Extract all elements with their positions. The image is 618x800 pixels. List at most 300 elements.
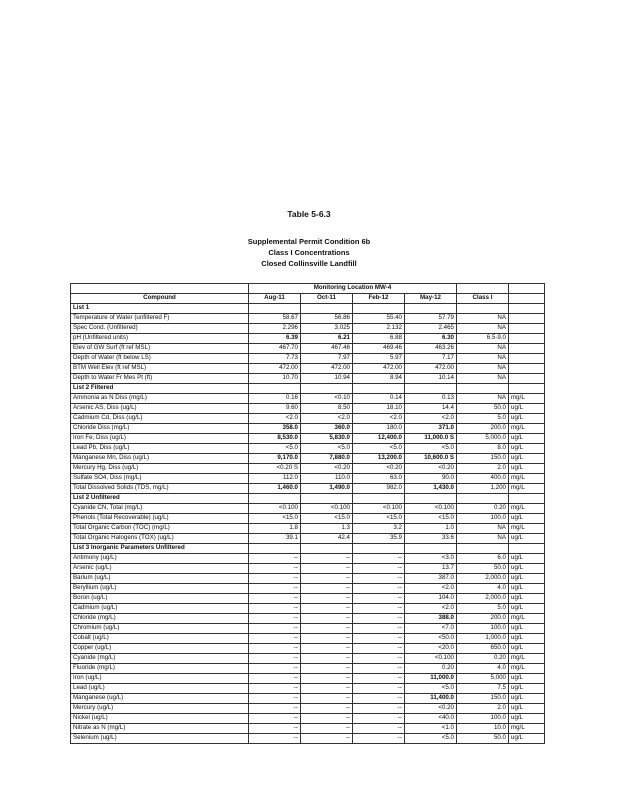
compound-name: Manganese Mn, Diss (ug/L) (71, 454, 249, 464)
empty-cell (353, 304, 405, 314)
compound-name: Spec Cond. (Unfiltered) (71, 324, 249, 334)
location-header-row (71, 284, 545, 294)
class-i-limit: 150.0 (457, 454, 509, 464)
class-i-limit: 6.0 (457, 554, 509, 564)
value-cell: -- (249, 694, 301, 704)
table-row (71, 654, 545, 664)
value-cell: <2.0 (405, 584, 457, 594)
value-cell: -- (249, 714, 301, 724)
class-i-limit: NA (457, 354, 509, 364)
value-cell: -- (249, 704, 301, 714)
unit-cell: ug/L (509, 644, 545, 654)
value-cell: 1,460.0 (249, 484, 301, 494)
unit-cell: ug/L (509, 684, 545, 694)
compound-name: Cyanide CN, Total (mg/L) (71, 504, 249, 514)
compound-name: Cadmium Cd, Diss (ug/L) (71, 414, 249, 424)
compound-name: Cyanide (mg/L) (71, 654, 249, 664)
table-row (71, 554, 545, 564)
value-cell: <15.0 (405, 514, 457, 524)
unit-cell: ug/L (509, 674, 545, 684)
table-row (71, 414, 545, 424)
table-title-line2: Class I Concentrations (268, 248, 350, 257)
empty-cell (509, 304, 545, 314)
value-cell: <20.0 (405, 644, 457, 654)
compound-name: Lead (ug/L) (71, 684, 249, 694)
section-label: List 2 Unfiltered (71, 494, 249, 504)
value-cell: 0.16 (249, 394, 301, 404)
value-cell: <15.0 (353, 514, 405, 524)
table-row (71, 694, 545, 704)
value-cell: <15.0 (301, 514, 353, 524)
value-cell: 371.0 (405, 424, 457, 434)
value-cell: 388.0 (405, 614, 457, 624)
value-cell: 58.67 (249, 314, 301, 324)
compound-name: Mercury Hg, Diss (ug/L) (71, 464, 249, 474)
value-cell: <0.100 (405, 504, 457, 514)
value-cell: -- (249, 634, 301, 644)
compound-name: Nitrate as N (mg/L) (71, 724, 249, 734)
table-row (71, 504, 545, 514)
value-cell: -- (249, 684, 301, 694)
value-cell: 2.132 (353, 324, 405, 334)
value-cell: -- (353, 724, 405, 734)
unit-cell: ug/L (509, 574, 545, 584)
empty-cell (509, 384, 545, 394)
value-cell: 463.26 (405, 344, 457, 354)
value-cell: 360.0 (301, 424, 353, 434)
value-cell: 42.4 (301, 534, 353, 544)
section-label: List 2 Filtered (71, 384, 249, 394)
value-cell: 358.0 (249, 424, 301, 434)
value-cell: -- (249, 584, 301, 594)
monitoring-location: Monitoring Location MW-4 (249, 284, 457, 294)
table-row (71, 724, 545, 734)
value-cell: -- (353, 554, 405, 564)
empty-cell (249, 544, 301, 554)
value-cell: <2.0 (405, 604, 457, 614)
compound-name: Chromium (ug/L) (71, 624, 249, 634)
value-cell: -- (353, 694, 405, 704)
value-cell: <5.0 (405, 684, 457, 694)
value-cell: -- (301, 554, 353, 564)
table-title-line1: Supplemental Permit Condition 6b (247, 237, 371, 246)
value-cell: -- (301, 654, 353, 664)
compound-name: Nickel (ug/L) (71, 714, 249, 724)
class-i-limit: 4.0 (457, 664, 509, 674)
value-cell: 5.97 (353, 354, 405, 364)
value-cell: 469.46 (353, 344, 405, 354)
empty-cell (249, 494, 301, 504)
section-row (71, 544, 545, 554)
value-cell: 13,200.0 (353, 454, 405, 464)
value-cell: -- (301, 714, 353, 724)
table-row (71, 434, 545, 444)
empty-cell (405, 304, 457, 314)
table-row (71, 484, 545, 494)
column-header-feb-12: Feb-12 (353, 294, 405, 304)
class-i-limit: 4.0 (457, 584, 509, 594)
value-cell: 3.2 (353, 524, 405, 534)
value-cell: 11,000.0 S (405, 434, 457, 444)
table-row (71, 394, 545, 404)
value-cell: 472.00 (353, 364, 405, 374)
value-cell: 467.46 (301, 344, 353, 354)
class-i-limit: 2,000.0 (457, 574, 509, 584)
value-cell: <5.0 (405, 734, 457, 744)
compound-name: Iron Fe, Diss (ug/L) (71, 434, 249, 444)
value-cell: 1,430.0 (405, 484, 457, 494)
value-cell: 8,530.0 (249, 434, 301, 444)
value-cell: -- (301, 574, 353, 584)
compound-name: Barium (ug/L) (71, 574, 249, 584)
value-cell: <0.100 (249, 504, 301, 514)
compound-name: Arsenic (ug/L) (71, 564, 249, 574)
compound-name: BTM Well Elev (ft ref MSL) (71, 364, 249, 374)
value-cell: -- (301, 594, 353, 604)
compound-name: Antimony (ug/L) (71, 554, 249, 564)
table-row (71, 534, 545, 544)
value-cell: -- (353, 684, 405, 694)
value-cell: 6.88 (353, 334, 405, 344)
value-cell: 13.7 (405, 564, 457, 574)
class-i-limit: NA (457, 394, 509, 404)
empty-cell (457, 304, 509, 314)
empty-cell (301, 494, 353, 504)
value-cell: 39.1 (249, 534, 301, 544)
empty-cell (509, 494, 545, 504)
table-row (71, 364, 545, 374)
value-cell: 18.10 (353, 404, 405, 414)
table-row (71, 334, 545, 344)
unit-cell: mg/L (509, 654, 545, 664)
value-cell: <5.0 (249, 444, 301, 454)
table-row (71, 454, 545, 464)
value-cell: <2.0 (249, 414, 301, 424)
class-i-limit: 6.5-9.0 (457, 334, 509, 344)
unit-cell: ug/L (509, 714, 545, 724)
value-cell: 2.296 (249, 324, 301, 334)
value-cell: <0.100 (353, 504, 405, 514)
compound-name: Arsenic AS, Diss (ug/L) (71, 404, 249, 414)
value-cell: -- (353, 674, 405, 684)
value-cell: -- (249, 604, 301, 614)
class-i-limit: 10.0 (457, 724, 509, 734)
class-i-limit: 100.0 (457, 514, 509, 524)
value-cell: -- (249, 644, 301, 654)
table-row (71, 704, 545, 714)
value-cell: -- (249, 674, 301, 684)
table-row (71, 594, 545, 604)
value-cell: 6.39 (249, 334, 301, 344)
class-i-limit: 200.0 (457, 614, 509, 624)
unit-cell: mg/L (509, 484, 545, 494)
compound-name: pH (Unfiltered units) (71, 334, 249, 344)
concentrations-table (70, 283, 545, 744)
value-cell: -- (301, 634, 353, 644)
unit-cell: ug/L (509, 634, 545, 644)
value-cell: -- (249, 724, 301, 734)
class-i-limit: NA (457, 364, 509, 374)
compound-name: Ammonia as N Diss (mg/L) (71, 394, 249, 404)
value-cell: -- (301, 724, 353, 734)
empty-cell (405, 544, 457, 554)
unit-cell: ug/L (509, 404, 545, 414)
compound-name: Total Organic Carbon (TOC) (mg/L) (71, 524, 249, 534)
empty-cell (301, 544, 353, 554)
value-cell: -- (249, 624, 301, 634)
value-cell: 1.8 (249, 524, 301, 534)
unit-cell: ug/L (509, 514, 545, 524)
compound-name: Beryllium (ug/L) (71, 584, 249, 594)
unit-cell: ug/L (509, 554, 545, 564)
unit-cell: ug/L (509, 564, 545, 574)
value-cell: <0.100 (405, 654, 457, 664)
table-row (71, 324, 545, 334)
value-cell: -- (301, 694, 353, 704)
value-cell: -- (353, 584, 405, 594)
class-i-limit: NA (457, 524, 509, 534)
compound-name: Temperature of Water (unfiltered F) (71, 314, 249, 324)
class-i-limit: 50.0 (457, 404, 509, 414)
value-cell: -- (353, 714, 405, 724)
table-row (71, 614, 545, 624)
class-i-limit: 50.0 (457, 734, 509, 744)
unit-cell: ug/L (509, 734, 545, 744)
value-cell: 10.14 (405, 374, 457, 384)
value-cell: 56.86 (301, 314, 353, 324)
value-cell: -- (353, 644, 405, 654)
empty-cell (457, 494, 509, 504)
class-i-limit: 150.0 (457, 694, 509, 704)
table-row (71, 444, 545, 454)
value-cell: 1,490.0 (301, 484, 353, 494)
value-cell: 55.40 (353, 314, 405, 324)
value-cell: -- (249, 664, 301, 674)
value-cell: -- (353, 664, 405, 674)
value-cell: <5.0 (405, 444, 457, 454)
value-cell: 6.21 (301, 334, 353, 344)
value-cell: -- (353, 574, 405, 584)
value-cell: 7.73 (249, 354, 301, 364)
class-i-limit: 5,000 (457, 674, 509, 684)
value-cell: 0.20 (405, 664, 457, 674)
value-cell: 1.3 (301, 524, 353, 534)
table-row (71, 564, 545, 574)
value-cell: 10.70 (249, 374, 301, 384)
value-cell: <2.0 (353, 414, 405, 424)
table-row (71, 524, 545, 534)
value-cell: <0.10 (301, 394, 353, 404)
unit-cell: ug/L (509, 444, 545, 454)
unit-cell (509, 374, 545, 384)
value-cell: -- (353, 614, 405, 624)
class-i-limit: 1,000.0 (457, 634, 509, 644)
empty-cell (457, 384, 509, 394)
value-cell: 14.4 (405, 404, 457, 414)
compound-name: Cadmium (ug/L) (71, 604, 249, 614)
value-cell: -- (249, 734, 301, 744)
unit-cell: ug/L (509, 534, 545, 544)
unit-cell: ug/L (509, 624, 545, 634)
value-cell: 7,880.0 (301, 454, 353, 464)
table-row (71, 734, 545, 744)
value-cell: -- (301, 674, 353, 684)
table-number: Table 5-6.3 (287, 209, 331, 219)
empty-cell (457, 544, 509, 554)
empty-cell (301, 304, 353, 314)
value-cell: 467.70 (249, 344, 301, 354)
value-cell: 7.97 (301, 354, 353, 364)
column-header-row (71, 294, 545, 304)
value-cell: -- (249, 564, 301, 574)
class-i-limit: 200.0 (457, 424, 509, 434)
value-cell: 1.0 (405, 524, 457, 534)
unit-cell (509, 334, 545, 344)
compound-name: Boron (ug/L) (71, 594, 249, 604)
value-cell: <0.100 (301, 504, 353, 514)
table-row (71, 644, 545, 654)
class-i-limit: 100.0 (457, 624, 509, 634)
compound-name: Fluoride (mg/L) (71, 664, 249, 674)
value-cell: <7.0 (405, 624, 457, 634)
value-cell: 10,600.0 S (405, 454, 457, 464)
value-cell: -- (301, 684, 353, 694)
unit-cell: ug/L (509, 704, 545, 714)
unit-cell: mg/L (509, 614, 545, 624)
table-row (71, 344, 545, 354)
unit-cell: mg/L (509, 524, 545, 534)
unit-cell (509, 354, 545, 364)
section-label: List 3 Inorganic Parameters Unfiltered (71, 544, 249, 554)
unit-cell: mg/L (509, 424, 545, 434)
empty-cell (353, 494, 405, 504)
table-row (71, 584, 545, 594)
unit-cell: ug/L (509, 434, 545, 444)
value-cell: <0.20 (405, 704, 457, 714)
compound-name: Chloride Diss (mg/L) (71, 424, 249, 434)
value-cell: <15.0 (249, 514, 301, 524)
table-row (71, 514, 545, 524)
value-cell: -- (301, 604, 353, 614)
class-i-limit: NA (457, 314, 509, 324)
unit-cell: mg/L (509, 724, 545, 734)
table-row (71, 404, 545, 414)
value-cell: <2.0 (301, 414, 353, 424)
table-row (71, 634, 545, 644)
unit-cell (509, 364, 545, 374)
compound-name: Manganese (ug/L) (71, 694, 249, 704)
value-cell: 112.0 (249, 474, 301, 484)
compound-name: Depth to Water Fr Mes Pt (ft) (71, 374, 249, 384)
section-label: List 1 (71, 304, 249, 314)
table-row (71, 474, 545, 484)
table-row (71, 574, 545, 584)
table-row (71, 714, 545, 724)
value-cell: 9.60 (249, 404, 301, 414)
value-cell: 90.0 (405, 474, 457, 484)
table-row (71, 684, 545, 694)
value-cell: -- (301, 614, 353, 624)
value-cell: 11,000.0 (405, 674, 457, 684)
compound-name: Depth of Water (ft below LS) (71, 354, 249, 364)
value-cell: 104.0 (405, 594, 457, 604)
value-cell: <0.20 (301, 464, 353, 474)
empty-cell (353, 544, 405, 554)
table-row (71, 354, 545, 364)
class-i-limit: 650.0 (457, 644, 509, 654)
value-cell: -- (249, 594, 301, 604)
column-header-compound: Compound (71, 294, 249, 304)
class-i-limit: NA (457, 374, 509, 384)
compound-name: Total Organic Halogens (TOX) (ug/L) (71, 534, 249, 544)
unit-cell: ug/L (509, 694, 545, 704)
empty-cell (301, 384, 353, 394)
unit-cell: ug/L (509, 594, 545, 604)
compound-name: Sulfate SO4, Diss (mg/L) (71, 474, 249, 484)
value-cell: 33.6 (405, 534, 457, 544)
compound-name: Elev of GW Surf (ft ref MSL) (71, 344, 249, 354)
value-cell: -- (353, 624, 405, 634)
empty-cell (249, 304, 301, 314)
header-blank (71, 284, 249, 294)
value-cell: -- (249, 574, 301, 584)
compound-name: Cobalt (ug/L) (71, 634, 249, 644)
empty-cell (353, 384, 405, 394)
table-title-line3: Closed Collinsville Landfill (261, 259, 357, 268)
empty-cell (405, 384, 457, 394)
value-cell: 2.465 (405, 324, 457, 334)
value-cell: <2.0 (405, 414, 457, 424)
value-cell: -- (249, 554, 301, 564)
unit-cell: mg/L (509, 394, 545, 404)
value-cell: 8.50 (301, 404, 353, 414)
value-cell: <1.0 (405, 724, 457, 734)
value-cell: 6.30 (405, 334, 457, 344)
unit-cell: ug/L (509, 454, 545, 464)
compound-name: Selenium (ug/L) (71, 734, 249, 744)
unit-cell: mg/L (509, 664, 545, 674)
value-cell: 63.0 (353, 474, 405, 484)
column-header-may-12: May-12 (405, 294, 457, 304)
column-header-oct-11: Oct-11 (301, 294, 353, 304)
unit-cell: ug/L (509, 464, 545, 474)
section-row (71, 494, 545, 504)
value-cell: 10.94 (301, 374, 353, 384)
unit-cell: ug/L (509, 414, 545, 424)
class-i-limit: NA (457, 344, 509, 354)
value-cell: -- (301, 644, 353, 654)
class-i-limit: NA (457, 324, 509, 334)
header-blank (509, 284, 545, 294)
class-i-limit: 50.0 (457, 564, 509, 574)
value-cell: -- (353, 564, 405, 574)
header-blank (457, 284, 509, 294)
compound-name: Lead Pb, Diss (ug/L) (71, 444, 249, 454)
class-i-limit: 400.0 (457, 474, 509, 484)
value-cell: -- (249, 654, 301, 664)
empty-cell (249, 384, 301, 394)
value-cell: 472.00 (249, 364, 301, 374)
value-cell: 35.9 (353, 534, 405, 544)
class-i-limit: 1,200 (457, 484, 509, 494)
value-cell: -- (301, 664, 353, 674)
value-cell: -- (353, 704, 405, 714)
table-row (71, 604, 545, 614)
value-cell: 180.0 (353, 424, 405, 434)
column-header-class-i: Class I (457, 294, 509, 304)
value-cell: 472.00 (405, 364, 457, 374)
value-cell: 387.0 (405, 574, 457, 584)
